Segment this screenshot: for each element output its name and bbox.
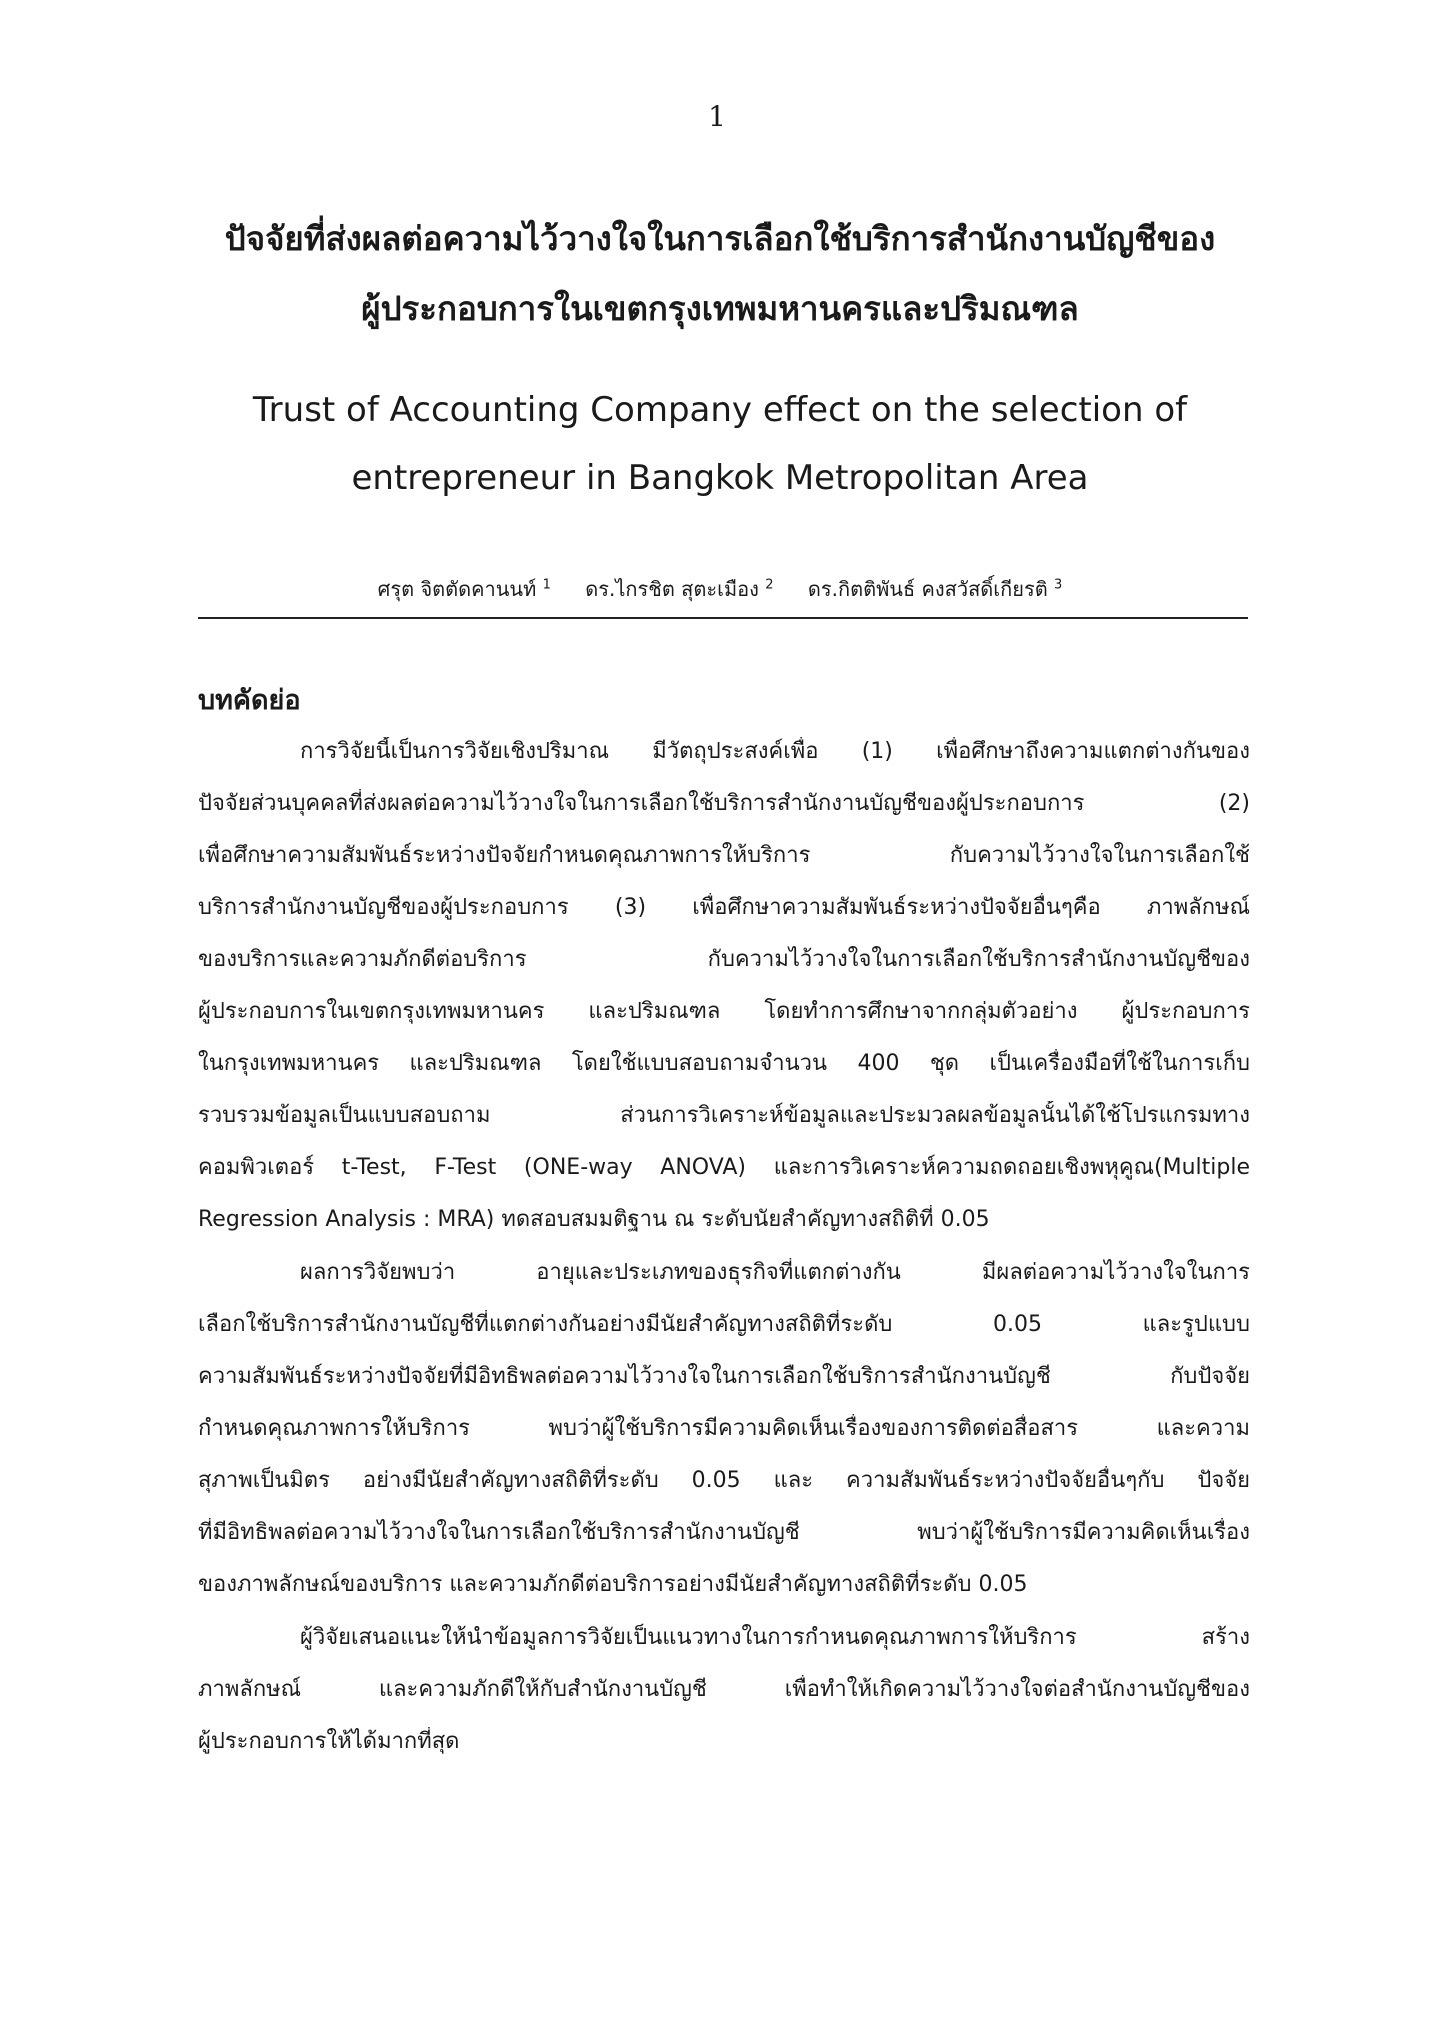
abstract-line-7: ในกรุงเทพมหานคร และปริมณฑล โดยใช้แบบสอบถามจำนวน 400 ชุด เป็นเครื่องมือที่ใช้ในการเก็บ xyxy=(198,1051,1250,1076)
abstract-line-11: ผลการวิจัยพบว่า อายุและประเภทของธุรกิจที่แตกต่างกัน มีผลต่อความไว้วางใจในการ xyxy=(300,1260,1250,1285)
author-3-affiliation-mark: 3 xyxy=(1054,577,1063,593)
abstract-line-12: เลือกใช้บริการสำนักงานบัญชีที่แตกต่างกันอย่างมีนัยสำคัญทางสถิติที่ระดับ 0.05 และรูปแบบ xyxy=(198,1312,1250,1337)
author-1 xyxy=(378,577,551,601)
author-2-name: ดร.ไกรชิต สุตะเมือง xyxy=(585,577,759,601)
english-title-line-1: Trust of Accounting Company effect on the selection of xyxy=(252,390,1188,430)
abstract-heading: บทคัดย่อ xyxy=(198,685,301,716)
abstract-line-18: ผู้วิจัยเสนอแนะให้นำข้อมูลการวิจัยเป็นแนวทางในการกำหนดคุณภาพการให้บริการ สร้าง xyxy=(300,1625,1250,1650)
abstract-line-6: ผู้ประกอบการในเขตกรุงเทพมหานคร และปริมณฑล โดยทำการศึกษาจากกลุ่มตัวอย่าง ผู้ประกอบการ xyxy=(198,999,1250,1024)
abstract-line-4: บริการสำนักงานบัญชีของผู้ประกอบการ (3) เพื่อศึกษาความสัมพันธ์ระหว่างปัจจัยอื่นๆคือ ภาพลักษณ์ xyxy=(198,895,1250,920)
abstract-line-20: ผู้ประกอบการให้ได้มากที่สุด xyxy=(198,1729,460,1754)
abstract-line-8: รวบรวมข้อมูลเป็นแบบสอบถาม ส่วนการวิเคราะห์ข้อมูลและประมวลผลข้อมูลนั้นได้ใช้โปรแกรมทาง xyxy=(198,1103,1250,1128)
abstract-line-10: Regression Analysis : MRA) ทดสอบสมมติฐาน ณ ระดับนัยสำคัญทางสถิติที่ 0.05 xyxy=(198,1207,990,1232)
author-list xyxy=(190,573,1250,605)
abstract-line-19: ภาพลักษณ์ และความภักดีให้กับสำนักงานบัญชี เพื่อทำให้เกิดความไว้วางใจต่อสำนักงานบัญชีของ xyxy=(198,1677,1250,1702)
thai-title-line-2: ผู้ประกอบการในเขตกรุงเทพมหานครและปริมณฑล xyxy=(361,289,1079,328)
header-divider xyxy=(198,617,1248,619)
author-1-name: ศรุต จิตตัดคานนท์ xyxy=(377,577,537,601)
author-3 xyxy=(808,577,1062,601)
english-title-line-2: entrepreneur in Bangkok Metropolitan Area xyxy=(351,458,1089,498)
abstract-line-1: การวิจัยนี้เป็นการวิจัยเชิงปริมาณ มีวัตถุประสงค์เพื่อ (1) เพื่อศึกษาถึงความแตกต่างกันของ xyxy=(300,739,1250,764)
author-2 xyxy=(585,577,773,601)
page-number: 1 xyxy=(708,100,726,133)
abstract-line-13: ความสัมพันธ์ระหว่างปัจจัยที่มีอิทธิพลต่อความไว้วางใจในการเลือกใช้บริการสำนักงานบัญชี กับปัจจัย xyxy=(198,1364,1250,1389)
author-2-affiliation-mark: 2 xyxy=(765,577,774,593)
abstract-line-5: ของบริการและความภักดีต่อบริการ กับความไว้วางใจในการเลือกใช้บริการสำนักงานบัญชีของ xyxy=(198,947,1250,972)
author-1-affiliation-mark: 1 xyxy=(542,577,551,593)
abstract-line-17: ของภาพลักษณ์ของบริการ และความภักดีต่อบริการอย่างมีนัยสำคัญทางสถิติที่ระดับ 0.05 xyxy=(198,1572,1028,1597)
abstract-line-3: เพื่อศึกษาความสัมพันธ์ระหว่างปัจจัยกำหนดคุณภาพการให้บริการ กับความไว้วางใจในการเลือกใช้ xyxy=(198,843,1250,868)
abstract-line-16: ที่มีอิทธิพลต่อความไว้วางใจในการเลือกใช้บริการสำนักงานบัญชี พบว่าผู้ใช้บริการมีความคิดเห็นเรื่อง xyxy=(198,1520,1250,1545)
abstract-line-14: กำหนดคุณภาพการให้บริการ พบว่าผู้ใช้บริการมีความคิดเห็นเรื่องของการติดต่อสื่อสาร และความ xyxy=(198,1416,1250,1441)
thai-title-line-1: ปัจจัยที่ส่งผลต่อความไว้วางใจในการเลือกใช้บริการสำนักงานบัญชีของ xyxy=(224,219,1216,258)
abstract-line-15: สุภาพเป็นมิตร อย่างมีนัยสำคัญทางสถิติที่ระดับ 0.05 และ ความสัมพันธ์ระหว่างปัจจัยอื่นๆกับ ปัจจัย xyxy=(198,1468,1250,1493)
author-3-name: ดร.กิตติพันธ์ คงสวัสดิ์เกียรติ xyxy=(807,577,1048,601)
abstract-line-2: ปัจจัยส่วนบุคคลที่ส่งผลต่อความไว้วางใจในการเลือกใช้บริการสำนักงานบัญชีของผู้ประกอบการ (2) xyxy=(198,791,1250,816)
abstract-line-9: คอมพิวเตอร์ t-Test, F-Test (ONE-way ANOVA) และการวิเคราะห์ความถดถอยเชิงพหุคูณ(Multiple xyxy=(198,1155,1250,1180)
